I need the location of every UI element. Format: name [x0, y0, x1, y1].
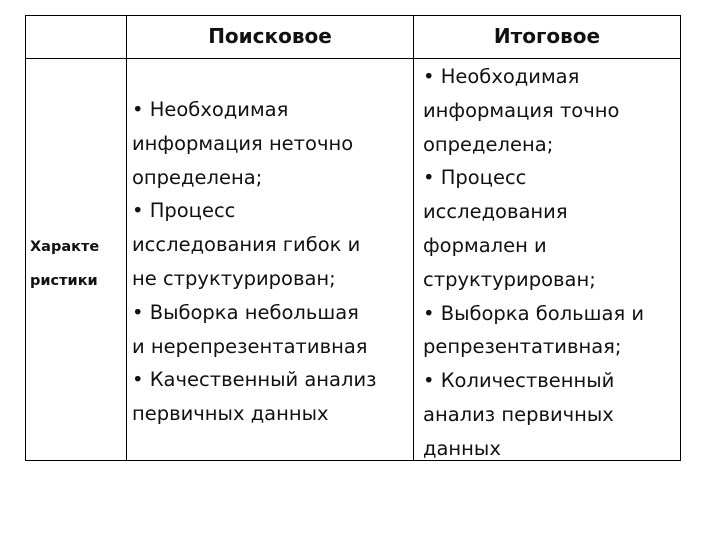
cell-line: структурирован; — [423, 267, 596, 291]
cell-line: • Выборка большая и — [423, 301, 645, 325]
cell-line: определена; — [423, 132, 554, 156]
cell-line: исследования гибок и — [132, 233, 361, 257]
cell-line: и нерепрезентативная — [132, 334, 368, 358]
cell-line: информация неточно — [132, 131, 354, 155]
row-label-line: ристики — [30, 273, 98, 289]
cell-search-characteristics — [132, 93, 377, 431]
column-divider — [126, 16, 127, 460]
cell-line: • Качественный анализ — [132, 368, 377, 392]
comparison-table — [25, 15, 681, 461]
cell-line: определена; — [132, 165, 263, 189]
cell-line: первичных данных — [132, 402, 329, 426]
cell-line: • Необходимая — [132, 98, 289, 121]
cell-line: • Процесс — [132, 199, 236, 223]
cell-line: исследования — [423, 200, 568, 224]
cell-line: данных — [423, 436, 501, 460]
row-label-characteristics — [30, 230, 126, 298]
cell-final-characteristics — [423, 60, 644, 466]
cell-line: не структурирован; — [132, 266, 336, 290]
header-final: Итоговое — [493, 24, 601, 48]
cell-line: информация точно — [423, 98, 620, 122]
cell-line: формален и — [423, 233, 547, 257]
cell-line: • Необходимая — [423, 65, 580, 88]
cell-line: репрезентативная; — [423, 335, 622, 359]
header-divider — [26, 58, 680, 59]
cell-line: • Выборка небольшая — [132, 300, 359, 324]
column-divider — [413, 16, 414, 460]
row-label-line: Характе — [30, 239, 100, 255]
cell-line: • Процесс — [423, 166, 527, 190]
cell-line: анализ первичных — [423, 402, 614, 426]
cell-line: • Количественный — [423, 369, 615, 393]
header-search: Поисковое — [208, 24, 332, 48]
